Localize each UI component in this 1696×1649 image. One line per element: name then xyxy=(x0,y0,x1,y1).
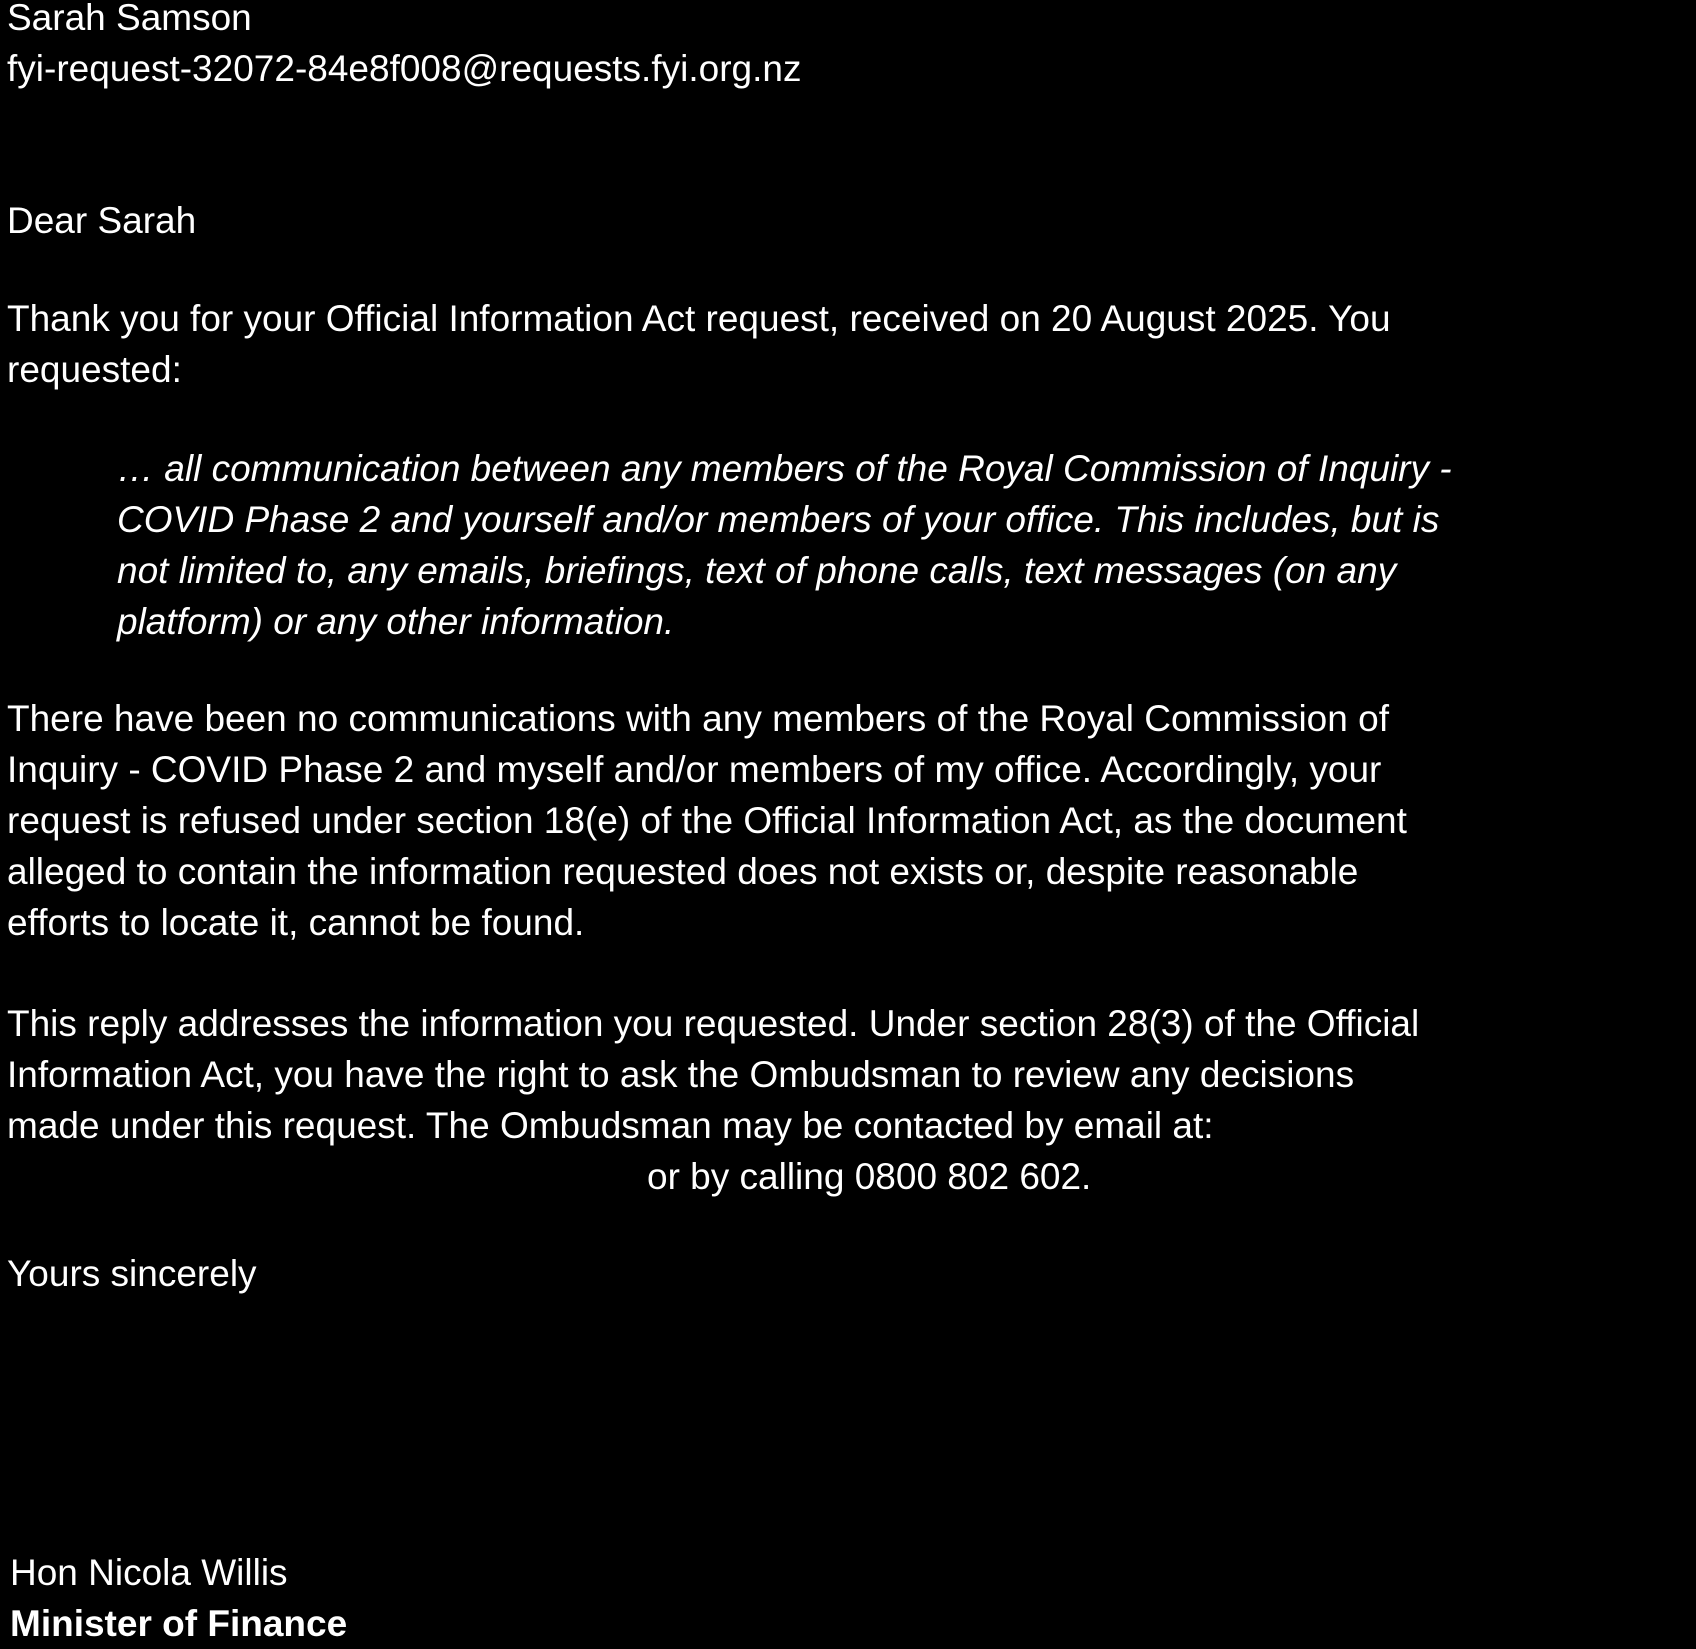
salutation-text: Dear Sarah xyxy=(7,200,197,241)
quote-line: COVID Phase 2 and yourself and/or members of your office. This includes, but is xyxy=(117,499,1440,540)
quoted-request xyxy=(117,443,1676,647)
ombudsman-paragraph xyxy=(7,998,1686,1202)
recipient-block xyxy=(7,0,1686,94)
response-line: Inquiry - COVID Phase 2 and myself and/or members of my office. Accordingly, your xyxy=(7,749,1382,790)
quote-line: not limited to, any emails, briefings, text of phone calls, text messages (on any xyxy=(117,550,1397,591)
quote-line: … all communication between any members of the Royal Commission of Inquiry - xyxy=(117,448,1452,489)
response-line: alleged to contain the information requested does not exists or, despite reasonable xyxy=(7,851,1359,892)
intro-line: Thank you for your Official Information Act request, received on 20 August 2025. You xyxy=(7,298,1391,339)
intro-line: requested: xyxy=(7,349,182,390)
ombudsman-line: made under this request. The Ombudsman may be contacted by email at: xyxy=(7,1105,1214,1146)
recipient-name: Sarah Samson xyxy=(7,0,252,38)
salutation xyxy=(7,195,1686,246)
response-line: There have been no communications with any members of the Royal Commission of xyxy=(7,698,1389,739)
signature-block xyxy=(7,1547,1686,1649)
response-paragraph xyxy=(7,693,1686,948)
response-line: request is refused under section 18(e) of the Official Information Act, as the document xyxy=(7,800,1407,841)
intro-paragraph xyxy=(7,293,1686,395)
response-line: efforts to locate it, cannot be found. xyxy=(7,902,585,943)
quote-line: platform) or any other information. xyxy=(117,601,675,642)
ombudsman-line: Information Act, you have the right to ask the Ombudsman to review any decisions xyxy=(7,1054,1355,1095)
signatory-title: Minister of Finance xyxy=(10,1603,348,1644)
ombudsman-line-4 xyxy=(7,1151,1686,1202)
ombudsman-phone-text: or by calling 0800 802 602. xyxy=(647,1156,1092,1197)
recipient-email: fyi-request-32072-84e8f008@requests.fyi.org.nz xyxy=(7,48,802,89)
closing xyxy=(7,1248,1686,1299)
closing-text: Yours sincerely xyxy=(7,1253,257,1294)
ombudsman-line: This reply addresses the information you requested. Under section 28(3) of the Official xyxy=(7,1003,1420,1044)
signatory-name: Hon Nicola Willis xyxy=(10,1552,288,1593)
